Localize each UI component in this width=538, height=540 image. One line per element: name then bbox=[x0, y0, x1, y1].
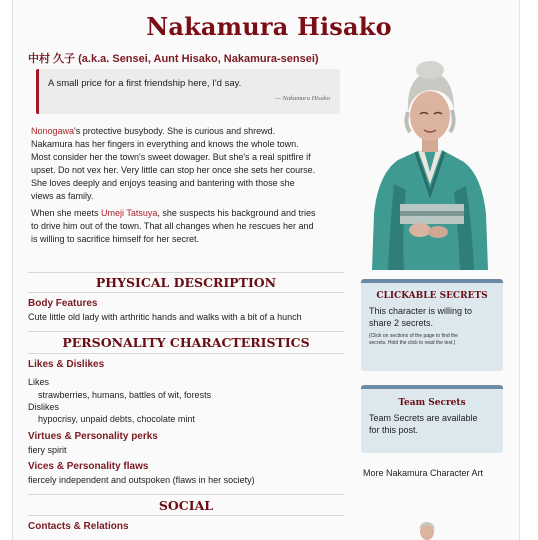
quote-block bbox=[36, 69, 340, 114]
secrets-line: This character is willing to bbox=[369, 306, 473, 316]
nonogawa-link[interactable]: Nonogawa bbox=[31, 126, 75, 136]
intro-text: is willing to sacrifice himself for her secret. bbox=[31, 234, 200, 244]
likes-dislikes-label: Likes & Dislikes bbox=[28, 359, 105, 370]
team-secrets-text bbox=[369, 412, 497, 436]
intro-text: to drive him out of the town. That all changes when he rescues her and bbox=[31, 221, 314, 231]
intro-text: 's protective busybody. She is curious and shrewd. bbox=[74, 126, 276, 136]
intro-text: Nakamura has her fingers in everything and knows the whole town. bbox=[31, 139, 299, 149]
intro-text: Most consider her the town's sweet dowager. But she's a real spitfire if bbox=[31, 152, 311, 162]
contacts-label: Contacts & Relations bbox=[28, 521, 129, 532]
team-secrets-box[interactable] bbox=[361, 385, 503, 453]
social-heading: SOCIAL bbox=[158, 498, 214, 513]
team-line: for this post. bbox=[369, 425, 419, 435]
personality-heading: PERSONALITY CHARACTERISTICS bbox=[62, 335, 310, 350]
team-line: Team Secrets are available bbox=[369, 413, 478, 423]
dislikes-text: hypocrisy, unpaid debts, chocolate mint bbox=[38, 414, 195, 424]
page-title: Nakamura Hisako bbox=[146, 12, 392, 41]
umeji-tatsuya-link[interactable]: Umeji Tatsuya bbox=[101, 208, 158, 218]
virtues-label: Virtues & Personality perks bbox=[28, 431, 158, 442]
likes-text: strawberries, humans, battles of wit, forests bbox=[38, 390, 212, 400]
clickable-secrets-text bbox=[369, 305, 497, 329]
physical-description-heading: PHYSICAL DESCRIPTION bbox=[95, 275, 277, 290]
intro-text: upset. Do not vex her. Very little can stop her once she sets her course. bbox=[31, 165, 316, 175]
vices-label: Vices & Personality flaws bbox=[28, 461, 149, 472]
character-portrait bbox=[364, 54, 496, 270]
hint-line: (Click on sections of the page to find the bbox=[369, 333, 458, 339]
divider bbox=[28, 331, 344, 332]
intro-text: views as family. bbox=[31, 191, 94, 201]
virtues-text: fiery spirit bbox=[28, 445, 67, 455]
divider bbox=[28, 292, 344, 293]
body-features-text: Cute little old lady with arthritic hands and walks with a bit of a hunch bbox=[28, 312, 302, 322]
clickable-secrets-heading: CLICKABLE SECRETS bbox=[376, 291, 488, 301]
hint-line: secrets. Hold the click to read the text.) bbox=[369, 340, 456, 346]
intro-paragraph-2 bbox=[31, 207, 343, 246]
quote-text: A small price for a first friendship here, I'd say. bbox=[48, 78, 242, 89]
intro-text: She loves deeply and enjoys teasing and bantering with those she bbox=[31, 178, 295, 188]
likes-label: Likes bbox=[28, 377, 50, 387]
character-art-thumbnail[interactable] bbox=[412, 520, 442, 540]
intro-paragraph bbox=[31, 125, 343, 203]
divider bbox=[28, 494, 344, 495]
body-features-label: Body Features bbox=[28, 298, 98, 309]
clickable-secrets-hint bbox=[369, 333, 497, 347]
character-aka: 中村 久子 (a.k.a. Sensei, Aunt Hisako, Nakamura-sensei) bbox=[28, 53, 319, 65]
vices-text: fiercely independent and outspoken (flaws in her society) bbox=[28, 475, 255, 485]
team-secrets-heading: Team Secrets bbox=[398, 398, 466, 408]
secrets-line: share 2 secrets. bbox=[369, 318, 434, 328]
intro-text: , she suspects his background and tries bbox=[157, 208, 316, 218]
divider bbox=[28, 353, 344, 354]
divider bbox=[28, 272, 344, 273]
intro-text: When she meets bbox=[31, 208, 102, 218]
more-character-art-label: More Nakamura Character Art bbox=[363, 468, 484, 478]
clickable-secrets-box[interactable] bbox=[361, 279, 503, 371]
dislikes-label: Dislikes bbox=[28, 402, 60, 412]
divider bbox=[28, 515, 344, 516]
quote-attribution: — Nakamura Hisako bbox=[275, 95, 330, 102]
